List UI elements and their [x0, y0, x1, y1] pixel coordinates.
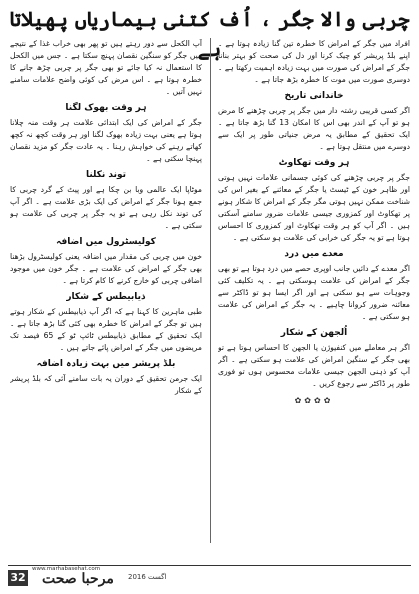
page-number: 32: [8, 570, 28, 586]
section-paragraph: جگر پر چربی چڑھنے کی کوئی جسمانی علامات نہیں ہوتی اور ظاہر خون کے ٹیسٹ یا جگر کے معائنے کے بغیر اس کی شناخت ممکن نہیں ہوتی مگر جگر کے امراض کا شکار ہونے پر تھکاوٹ اور کمزوری جیسی علامات ضرور سامنے آسکتی ہیں ۔ اگر آپ کو ہر وقت تھکاوٹ اور کمزوری کا احساس ہوتا ہے تو یہ جگر کی خرابی کی علامت ہو سکتی ہے ۔: [218, 173, 410, 242]
magazine-logo: مرحبا صحت: [42, 571, 114, 587]
section-paragraph: اگر کسی قریبی رشتہ دار میں جگر پر چربی چڑھنے کا مرض ہو تو آپ کے اندر بھی اس کا امکان 13 گنا بڑھ جاتا ہے ۔ ایک تحقیق کے مطابق یہ مرض جنیاتی طور پر ایک سے دوسرے میں منتقل ہوتا ہے ۔: [218, 106, 410, 151]
section-paragraph: جگر کے امراض کی ایک ابتدائی علامت ہر وقت منہ چلانا ہوتا ہے یعنی بہت زیادہ بھوک لگنا اور ہر وقت کچھ نہ کچھ کھاتے رہنے کی خواہش رہنا ۔ یہ عادت جگر کو مزید نقصان پہنچا سکتی ہے ۔: [10, 118, 202, 163]
section-paragraph: افراد میں جگر کے امراض کا خطرہ تین گنا زیادہ ہوتا ہے ۔ اپنے بلڈ پریشر کو چیک کرنا اور دل کی صحت کو بہتر بنانا جگر کے امراض کی صورت میں بہت زیادہ اہمیت رکھتا ہے ۔ دوسری صورت میں موت کا خطرہ بڑھ جاتا ہے ۔: [218, 39, 410, 84]
section-paragraph: آپ الکحل سے دور رہتے ہیں تو پھر بھی خراب غذا کے نتیجے میں جگر کو سنگین نقصان پہنچ سکتا ہے ۔ جس میں الکحل کا استعمال نہ کیا جائے تو بھی جگر پر چربی چڑھ جانے کا خطرہ ہوتا ہے ۔ اس مرض کی کوئی واضح علامات سامنے نہیں آتیں ۔: [10, 39, 202, 96]
section-heading: خاندانی تاریخ: [284, 91, 344, 101]
section-heading: ہر وقت بھوک لگنا: [65, 103, 147, 113]
left-column: [10, 38, 202, 558]
article-body: [10, 38, 410, 558]
section-paragraph: اگر معدے کے دائیں جانب اوپری حصے میں درد ہوتا ہے تو بھی جگر کے امراض کی علامت ہوسکتی ہے ۔ یہ تکلیف کئی وجوہات سے ہو سکتی ہے اور اگر ایسا ہو تو ڈاکٹر سے معائنہ ضرور کروانا چاہیے ۔ یہ جگر کے امراض کی علامت ہو سکتی ہے ۔: [218, 264, 410, 321]
website-url: www.marhabasehat.com: [32, 566, 101, 572]
section-heading: ذیابیطس کے شکار: [66, 292, 146, 302]
issue-date: اگست 2016: [128, 573, 167, 581]
section-heading: اُلجھن کے شکار: [280, 328, 348, 338]
section-heading: ہر وقت تھکاوٹ: [278, 158, 350, 168]
section-paragraph: طبی ماہرین کا کہنا ہے کہ اگر آپ ذیابیطس کے شکار ہوتے ہیں تو جگر کے امراض کا خطرہ بھی کئی گنا بڑھ جاتا ہے ۔ ایک تحقیق کے مطابق ذیابیطس ٹائپ ٹو کے 65 فیصد تک مریضوں میں جگر کے امراض پائے جاتے ہیں ۔: [10, 307, 202, 352]
end-ornament: ✿✿✿✿: [294, 396, 334, 405]
section-paragraph: اگر ہر معاملے میں کنفیوژن یا الجھن کا احساس ہوتا ہے تو بھی جگر کے سنگین امراض کی علامت ہو سکتی ہے ۔ اگر آپ کو ذہنی الجھن جیسی علامات محسوس ہوں تو فوری طور پر ڈاکٹر سے رجوع کریں ۔: [218, 343, 410, 388]
right-column: [218, 38, 410, 558]
section-paragraph: خون میں چربی کی مقدار میں اضافہ یعنی کولیسٹرول بڑھنا بھی جگر کے امراض کی علامت ہے ۔ جگر خون میں موجود اضافی چربی کو خارج کرنے کا کام کرتا ہے ۔: [10, 252, 202, 285]
article-title: چربی والا جگر ، اُف کتنی بیماریاں پھیلاتا ہے: [9, 7, 410, 61]
section-heading: توند نکلنا: [85, 170, 127, 180]
section-heading: بلڈ پریشر میں بہت زیادہ اضافہ: [36, 359, 176, 369]
section-paragraph: موٹاپا ایک عالمی وبا بن چکا ہے اور پیٹ کے گرد چربی کا جمع ہونا جگر کے امراض کی ایک بڑی علامت ہے ۔ اگر آپ کی توند نکل رہی ہے تو یہ جگر پر چربی کی علامت ہو سکتی ہے ۔: [10, 185, 202, 230]
section-heading: کولیسٹرول میں اضافہ: [56, 237, 156, 247]
section-heading: معدے میں درد: [284, 249, 344, 259]
page-footer: [8, 565, 411, 588]
section-paragraph: ایک جرمن تحقیق کے دوران یہ بات سامنے آئی کہ بلڈ پریشر کے شکار: [10, 374, 202, 395]
